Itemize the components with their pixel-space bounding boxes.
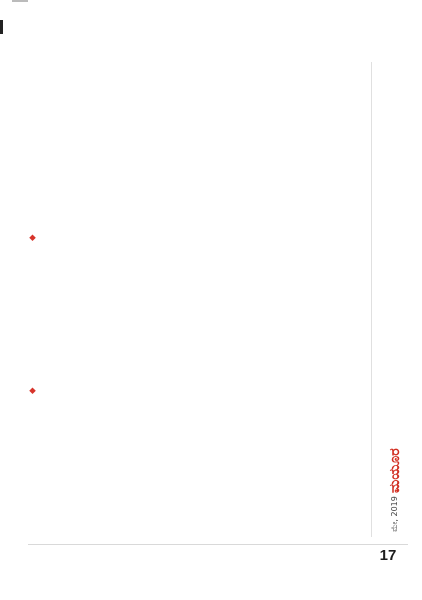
- body-paragraph-3-text: [28, 402, 358, 414]
- issue-date: ಮೇ, 2019: [390, 496, 399, 532]
- bullet-diamond-icon-1: ◆: [29, 233, 36, 243]
- page-number: 17: [379, 547, 397, 564]
- body-paragraph-2-text: [28, 261, 358, 273]
- top-edge-marker: [12, 0, 28, 2]
- question-text-1: [40, 232, 358, 244]
- body-paragraph-2: [28, 261, 358, 377]
- left-edge-marker: [0, 20, 3, 34]
- question-block-2: [28, 385, 358, 399]
- bullet-diamond-icon-2: ◆: [29, 386, 36, 396]
- body-paragraph-1: [28, 74, 358, 224]
- body-paragraph-1-text: [28, 74, 358, 86]
- issue-date-wrap: [388, 493, 402, 535]
- masthead-brand-wrap: [384, 449, 406, 493]
- article-text-column: [28, 74, 358, 574]
- question-block-1: [28, 232, 358, 258]
- bottom-divider-line: [28, 544, 408, 545]
- side-divider-line: [371, 62, 372, 537]
- masthead-brand: ಮಯೂರ: [387, 448, 403, 493]
- question-text-2: [40, 385, 358, 397]
